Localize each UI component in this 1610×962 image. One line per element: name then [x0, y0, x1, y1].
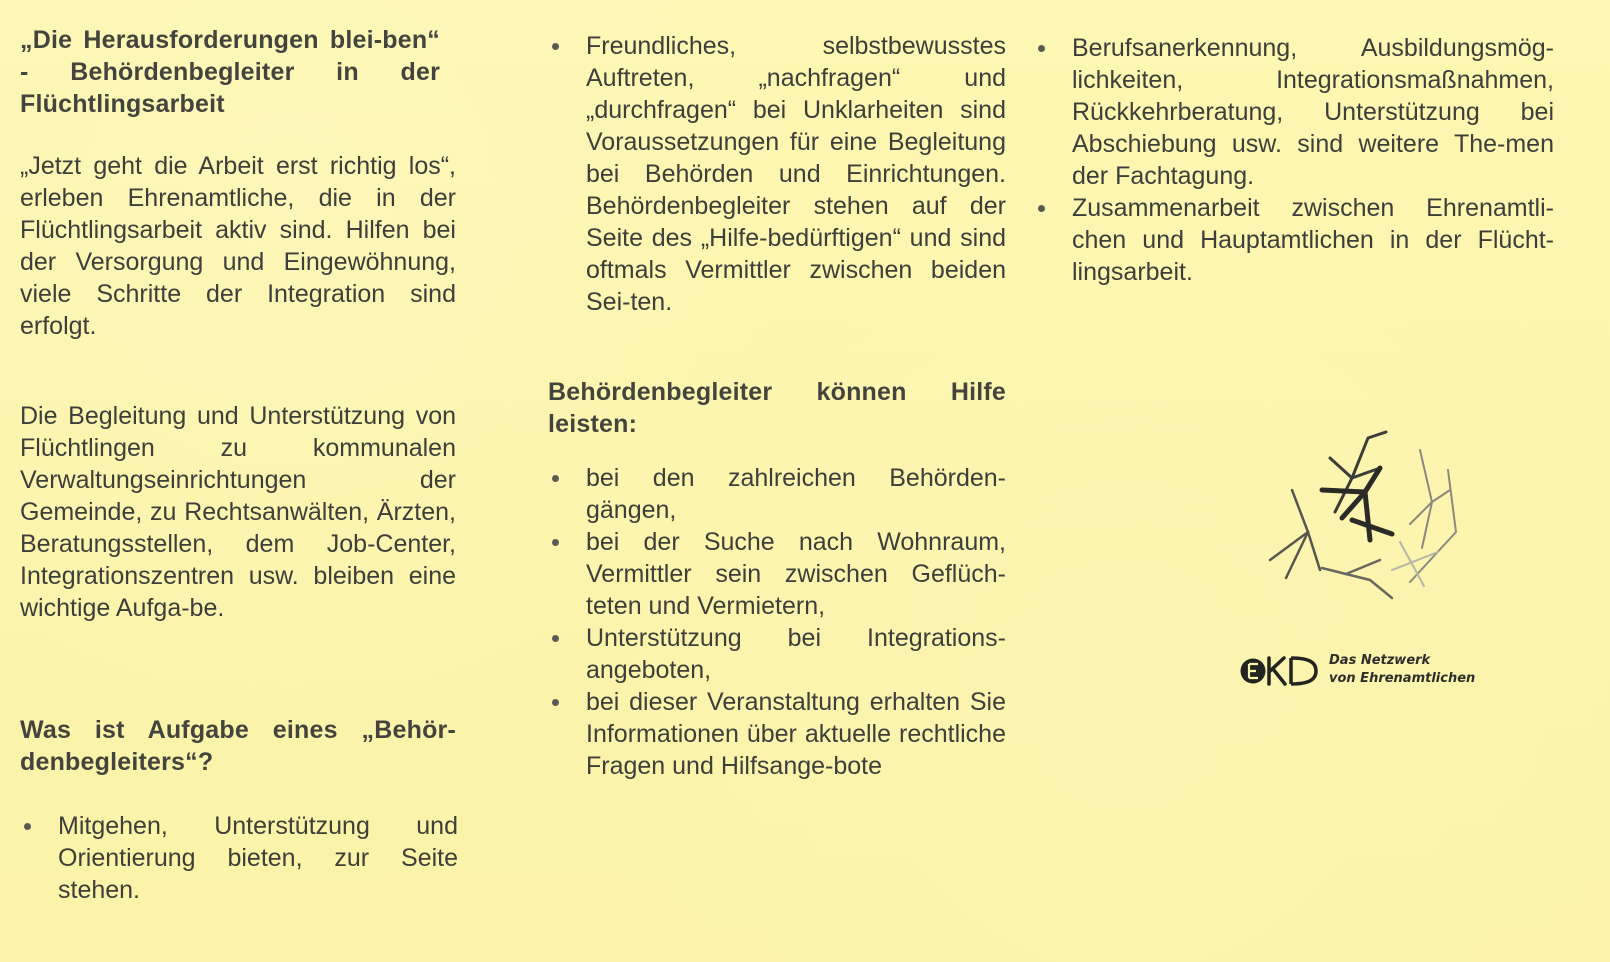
task-list — [20, 810, 458, 906]
ekd-logo — [1238, 650, 1498, 690]
section-heading-challenges: „Die Herausforderungen blei-ben“ - Behördenbegleiter in der Flüchtlingsarbeit — [20, 26, 440, 118]
topics-list-item: Zusammenarbeit zwischen Ehrenamtli-chen und Hauptamtlichen in der Flücht-lingsarbeit. — [1034, 192, 1554, 288]
task-list-item: Mitgehen, Unterstützung und Orientierung bieten, zur Seite stehen. — [20, 810, 458, 906]
dancing-figures-icon — [1260, 420, 1500, 620]
requirements-list-item: Freundliches, selbstbewusstes Auftreten, „nachfragen“ und „durchfragen“ bei Unklarheiten sind Voraussetzungen für eine Begleitung bei Behörden und Einrichtungen. Behördenbegleiter stehen auf der Seite des „Hilfe-bedürftigen“ und sind oftmals Vermittler zwischen beiden Sei-ten. — [548, 30, 1006, 318]
ekd-logo-mark — [1238, 650, 1320, 690]
topics-list-item: Berufsanerkennung, Ausbildungsmög-lichkeiten, Integrationsmaßnahmen, Rückkehrberatung, Unterstützung bei Abschiebung usw. sind weitere The-men der Fachtagung. — [1034, 32, 1554, 192]
intro-paragraph: „Jetzt geht die Arbeit erst richtig los“, erleben Ehrenamtliche, die in der Flüchtlingsarbeit aktiv sind. Hilfen bei der Versorgung und Eingewöhnung, viele Schritte der Integration sind erfolgt. — [20, 152, 456, 340]
help-list-item: bei der Suche nach Wohnraum, Vermittler sein zwischen Geflüch-teten und Vermietern, — [548, 526, 1006, 622]
logo-caption — [1329, 652, 1475, 688]
help-list-item: Unterstützung bei Integrations-angeboten, — [548, 622, 1006, 686]
help-list-item: bei den zahlreichen Behörden-gängen, — [548, 462, 1006, 526]
logo-caption-line1: Das Netzwerk — [1329, 653, 1431, 668]
logo-caption-line2: von Ehrenamtlichen — [1329, 671, 1476, 686]
topics-list — [1034, 32, 1554, 288]
help-list — [548, 462, 1006, 782]
help-list-item: bei dieser Veranstaltung erhalten Sie Informationen über aktuelle rechtliche Fragen und Hilfsange-bote — [548, 686, 1006, 782]
support-paragraph: Die Begleitung und Unterstützung von Flüchtlingen zu kommunalen Verwaltungseinrichtungen der Gemeinde, zu Rechtsanwälten, Ärzten, Beratungsstellen, dem Job-Center, Integrationszentren usw. bleiben eine wichtige Aufga-be. — [20, 402, 456, 622]
section-heading-task: Was ist Aufgabe eines „Behör-denbegleiters“? — [20, 716, 456, 776]
section-heading-help: Behördenbegleiter können Hilfe leisten: — [548, 378, 1006, 438]
requirements-list — [548, 30, 1006, 318]
